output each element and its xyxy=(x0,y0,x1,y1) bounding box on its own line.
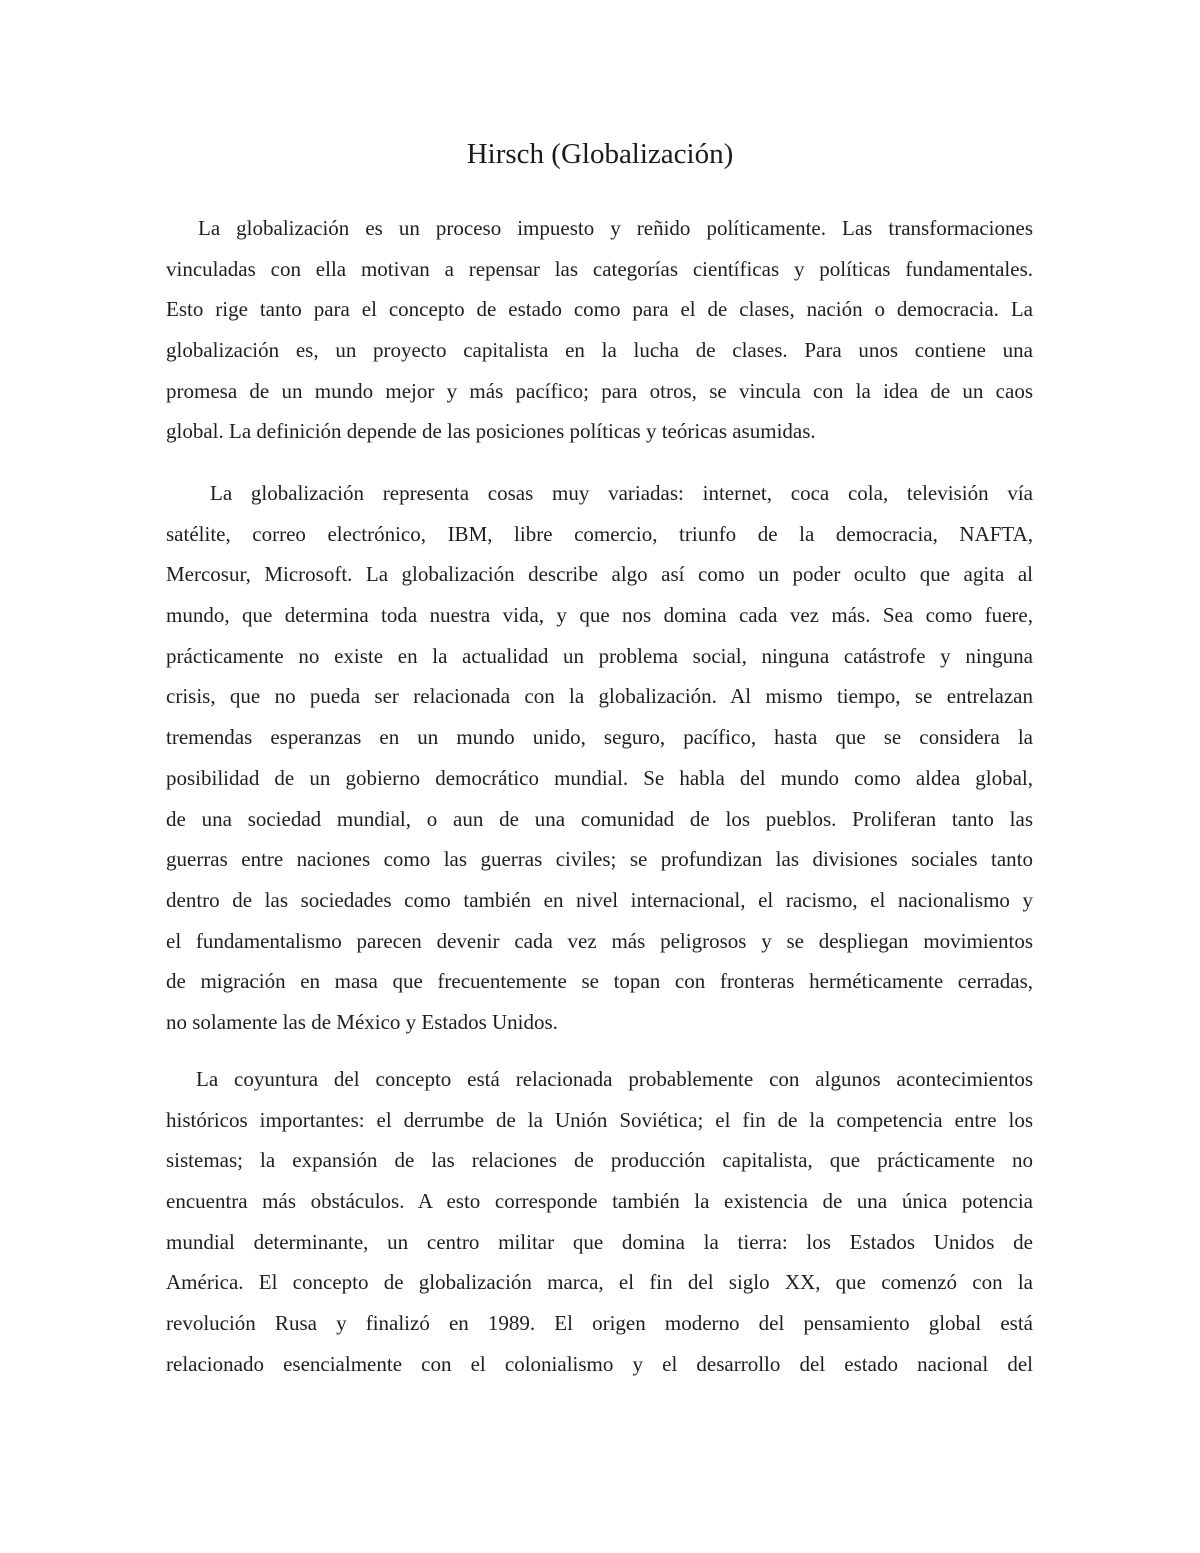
paragraph-line: dentro de las sociedades como también en nivel internacional, el racismo, el nacionalismo y xyxy=(166,887,1033,912)
paragraph-line: Mercosur, Microsoft. La globalización describe algo así como un poder oculto que agita al xyxy=(166,562,1033,587)
paragraph-line: relacionado esencialmente con el colonialismo y el desarrollo del estado nacional del xyxy=(166,1351,1033,1376)
paragraph-line: América. El concepto de globalización marca, el fin del siglo XX, que comenzó con la xyxy=(166,1270,1033,1295)
paragraph-line: posibilidad de un gobierno democrático mundial. Se habla del mundo como aldea global, xyxy=(166,765,1033,790)
paragraph-line: guerras entre naciones como las guerras civiles; se profundizan las divisiones sociales tanto xyxy=(166,847,1033,872)
paragraph-line: mundial determinante, un centro militar que domina la tierra: los Estados Unidos de xyxy=(166,1229,1033,1254)
paragraph-line: La coyuntura del concepto está relacionada probablemente con algunos acontecimientos xyxy=(196,1067,1033,1091)
paragraph-line: La globalización representa cosas muy variadas: internet, coca cola, televisión vía xyxy=(210,481,1033,505)
document-title: Hirsch (Globalización) xyxy=(466,138,734,170)
paragraph-line: de una sociedad mundial, o aun de una comunidad de los pueblos. Proliferan tanto las xyxy=(166,806,1033,831)
paragraph-line: Esto rige tanto para el concepto de estado como para el de clases, nación o democracia. La xyxy=(166,297,1033,322)
paragraph-line: vinculadas con ella motivan a repensar las categorías científicas y políticas fundamentales. xyxy=(166,256,1033,281)
paragraph-line: mundo, que determina toda nuestra vida, y que nos domina cada vez más. Sea como fuere, xyxy=(166,603,1033,628)
paragraph-line: de migración en masa que frecuentemente se topan con fronteras herméticamente cerradas, xyxy=(166,969,1033,994)
paragraph-line: el fundamentalismo parecen devenir cada vez más peligrosos y se despliegan movimientos xyxy=(166,928,1033,953)
paragraph-line: satélite, correo electrónico, IBM, libre comercio, triunfo de la democracia, NAFTA, xyxy=(166,521,1033,546)
paragraph-line: tremendas esperanzas en un mundo unido, seguro, pacífico, hasta que se considera la xyxy=(166,725,1033,750)
paragraph-line: globalización es, un proyecto capitalista en la lucha de clases. Para unos contiene una xyxy=(166,338,1033,363)
paragraph-1 xyxy=(166,208,1033,452)
paragraph-line: sistemas; la expansión de las relaciones de producción capitalista, que prácticamente no xyxy=(166,1148,1033,1173)
paragraph-line: crisis, que no pueda ser relacionada con la globalización. Al mismo tiempo, se entrelazan xyxy=(166,684,1033,709)
paragraph-line: revolución Rusa y finalizó en 1989. El origen moderno del pensamiento global está xyxy=(166,1311,1033,1336)
paragraph-line: La globalización es un proceso impuesto y reñido políticamente. Las transformaciones xyxy=(198,216,1033,240)
paragraph-line: históricos importantes: el derrumbe de la Unión Soviética; el fin de la competencia entre los xyxy=(166,1107,1033,1132)
paragraph-line: promesa de un mundo mejor y más pacífico; para otros, se vincula con la idea de un caos xyxy=(166,378,1033,403)
paragraph-3 xyxy=(166,1059,1033,1385)
paragraph-line: encuentra más obstáculos. A esto corresponde también la existencia de una única potencia xyxy=(166,1189,1033,1214)
paragraph-line: no solamente las de México y Estados Unidos. xyxy=(166,1009,558,1034)
paragraph-2 xyxy=(166,473,1033,1043)
paragraph-line: prácticamente no existe en la actualidad un problema social, ninguna catástrofe y ninguna xyxy=(166,643,1033,668)
paragraph-line: global. La definición depende de las posiciones políticas y teóricas asumidas. xyxy=(166,419,816,444)
